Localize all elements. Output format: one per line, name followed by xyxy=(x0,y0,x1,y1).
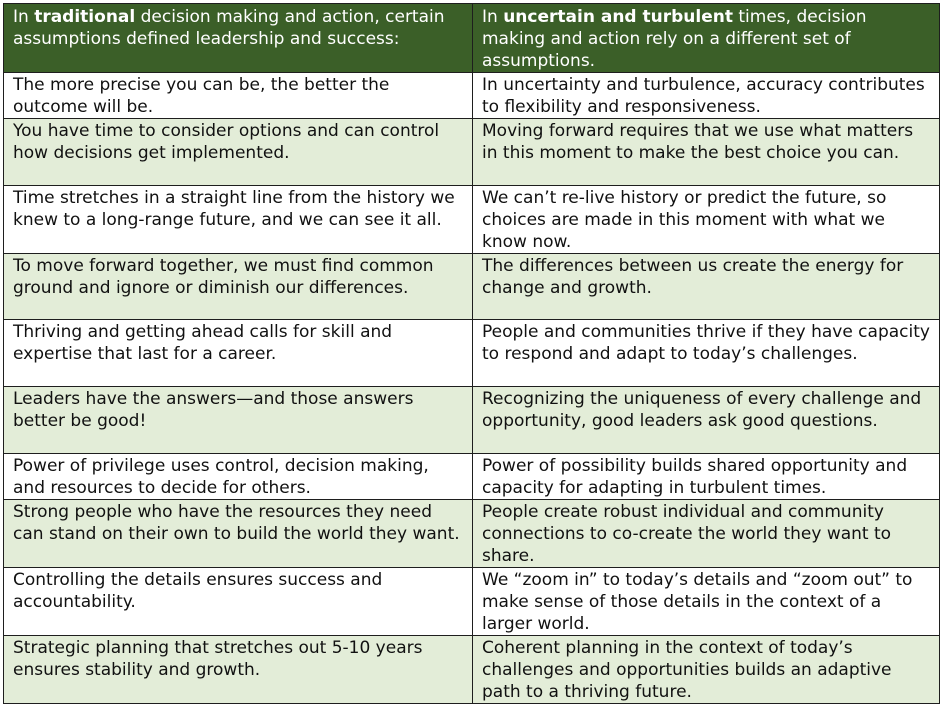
table-row xyxy=(4,254,940,320)
table-row xyxy=(4,568,940,636)
turbulent-cell: We “zoom in” to today’s details and “zoom out” to make sense of those details in the context of a larger world. xyxy=(473,568,940,636)
turbulent-cell: Power of possibility builds shared opportunity and capacity for adapting in turbulent times. xyxy=(473,454,940,500)
table-row xyxy=(4,320,940,387)
header-turbulent xyxy=(473,4,940,73)
header-turbulent-prefix: In xyxy=(482,7,504,27)
turbulent-cell: We can’t re-live history or predict the future, so choices are made in this moment with what we know now. xyxy=(473,186,940,254)
header-turbulent-suffix: times, decision making and action rely on a different set of assumptions. xyxy=(482,7,867,71)
traditional-cell: Thriving and getting ahead calls for skill and expertise that last for a career. xyxy=(4,320,473,387)
header-traditional xyxy=(4,4,473,73)
header-traditional-bold: traditional xyxy=(34,7,136,27)
turbulent-cell: People create robust individual and community connections to co-create the world they want to share. xyxy=(473,500,940,568)
traditional-cell: Time stretches in a straight line from the history we knew to a long-range future, and we can see it all. xyxy=(4,186,473,254)
turbulent-cell: Moving forward requires that we use what matters in this moment to make the best choice you can. xyxy=(473,119,940,186)
traditional-cell: Controlling the details ensures success and accountability. xyxy=(4,568,473,636)
turbulent-cell: Recognizing the uniqueness of every challenge and opportunity, good leaders ask good questions. xyxy=(473,387,940,454)
traditional-cell: Strategic planning that stretches out 5-10 years ensures stability and growth. xyxy=(4,636,473,704)
table-row xyxy=(4,387,940,454)
table-row xyxy=(4,186,940,254)
header-traditional-prefix: In xyxy=(13,7,35,27)
traditional-cell: Leaders have the answers—and those answers better be good! xyxy=(4,387,473,454)
turbulent-cell: Coherent planning in the context of today’s challenges and opportunities builds an adaptive path to a thriving future. xyxy=(473,636,940,704)
comparison-table xyxy=(3,3,940,704)
traditional-cell: The more precise you can be, the better the outcome will be. xyxy=(4,73,473,119)
traditional-cell: To move forward together, we must find common ground and ignore or diminish our differences. xyxy=(4,254,473,320)
turbulent-cell: The differences between us create the energy for change and growth. xyxy=(473,254,940,320)
header-traditional-suffix: decision making and action, certain assumptions defined leadership and success: xyxy=(13,7,445,49)
table-row xyxy=(4,119,940,186)
table-header-row xyxy=(4,4,940,73)
traditional-cell: You have time to consider options and can control how decisions get implemented. xyxy=(4,119,473,186)
table-row xyxy=(4,454,940,500)
traditional-cell: Power of privilege uses control, decision making, and resources to decide for others. xyxy=(4,454,473,500)
turbulent-cell: In uncertainty and turbulence, accuracy contributes to flexibility and responsiveness. xyxy=(473,73,940,119)
table-row xyxy=(4,500,940,568)
table-row xyxy=(4,73,940,119)
turbulent-cell: People and communities thrive if they have capacity to respond and adapt to today’s challenges. xyxy=(473,320,940,387)
traditional-cell: Strong people who have the resources they need can stand on their own to build the world they want. xyxy=(4,500,473,568)
table-row xyxy=(4,636,940,704)
header-turbulent-bold: uncertain and turbulent xyxy=(503,7,733,27)
